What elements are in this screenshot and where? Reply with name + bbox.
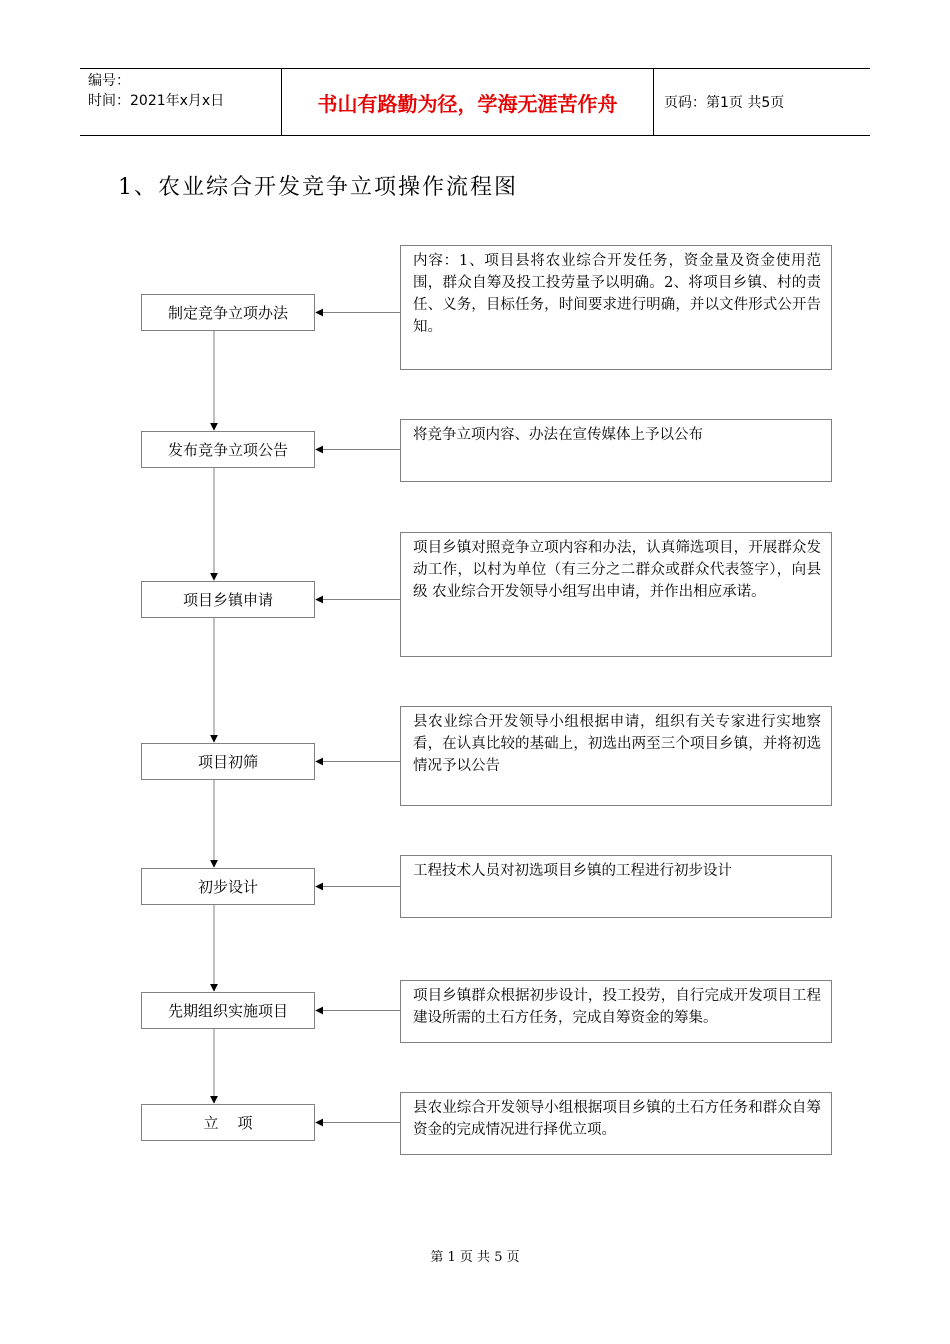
flow-step-6: 先期组织实施项目 [141,992,315,1029]
flow-step-1: 制定竞争立项办法 [141,294,315,331]
header-page-code: 页码：第1页 共5页 [664,95,785,111]
flow-step-3: 项目乡镇申请 [141,581,315,618]
flow-step-description-6: 项目乡镇群众根据初步设计，投工投劳，自行完成开发项目工程建设所需的土石方任务，完成自筹资金的筹集。 [400,980,832,1043]
flow-step-description-3: 项目乡镇对照竞争立项内容和办法，认真筛选项目，开展群众发动工作，以村为单位（有三分之二群众或群众代表签字），向县级 农业综合开发领导小组写出申请，并作出相应承诺。 [400,532,832,657]
header-motto: 书山有路勤为径，学海无涯苦作舟 [281,69,654,135]
flow-step-description-5: 工程技术人员对初选项目乡镇的工程进行初步设计 [400,855,832,918]
flow-step-7: 立 项 [141,1104,315,1141]
time-label: 时间：2021年x月x日 [88,93,225,109]
flow-step-description-1: 内容：1、项目县将农业综合开发任务，资金量及资金使用范围，群众自筹及投工投劳量予以明确。2、将项目乡镇、村的责任、义务，目标任务，时间要求进行明确，并以文件形式公开告知。 [400,245,832,370]
flow-step-4: 项目初筛 [141,743,315,780]
flow-step-2: 发布竞争立项公告 [141,431,315,468]
page-footer: 第 1 页 共 5 页 [430,1250,520,1265]
number-label: 编号： [88,73,130,89]
flow-step-description-4: 县农业综合开发领导小组根据申请，组织有关专家进行实地察看，在认真比较的基础上，初选出两至三个项目乡镇，并将初选情况予以公告 [400,706,832,806]
flow-step-5: 初步设计 [141,868,315,905]
flow-step-description-7: 县农业综合开发领导小组根据项目乡镇的土石方任务和群众自筹资金的完成情况进行择优立项。 [400,1092,832,1155]
document-title: 1、农业综合开发竞争立项操作流程图 [118,175,518,200]
flow-step-description-2: 将竞争立项内容、办法在宣传媒体上予以公布 [400,419,832,482]
